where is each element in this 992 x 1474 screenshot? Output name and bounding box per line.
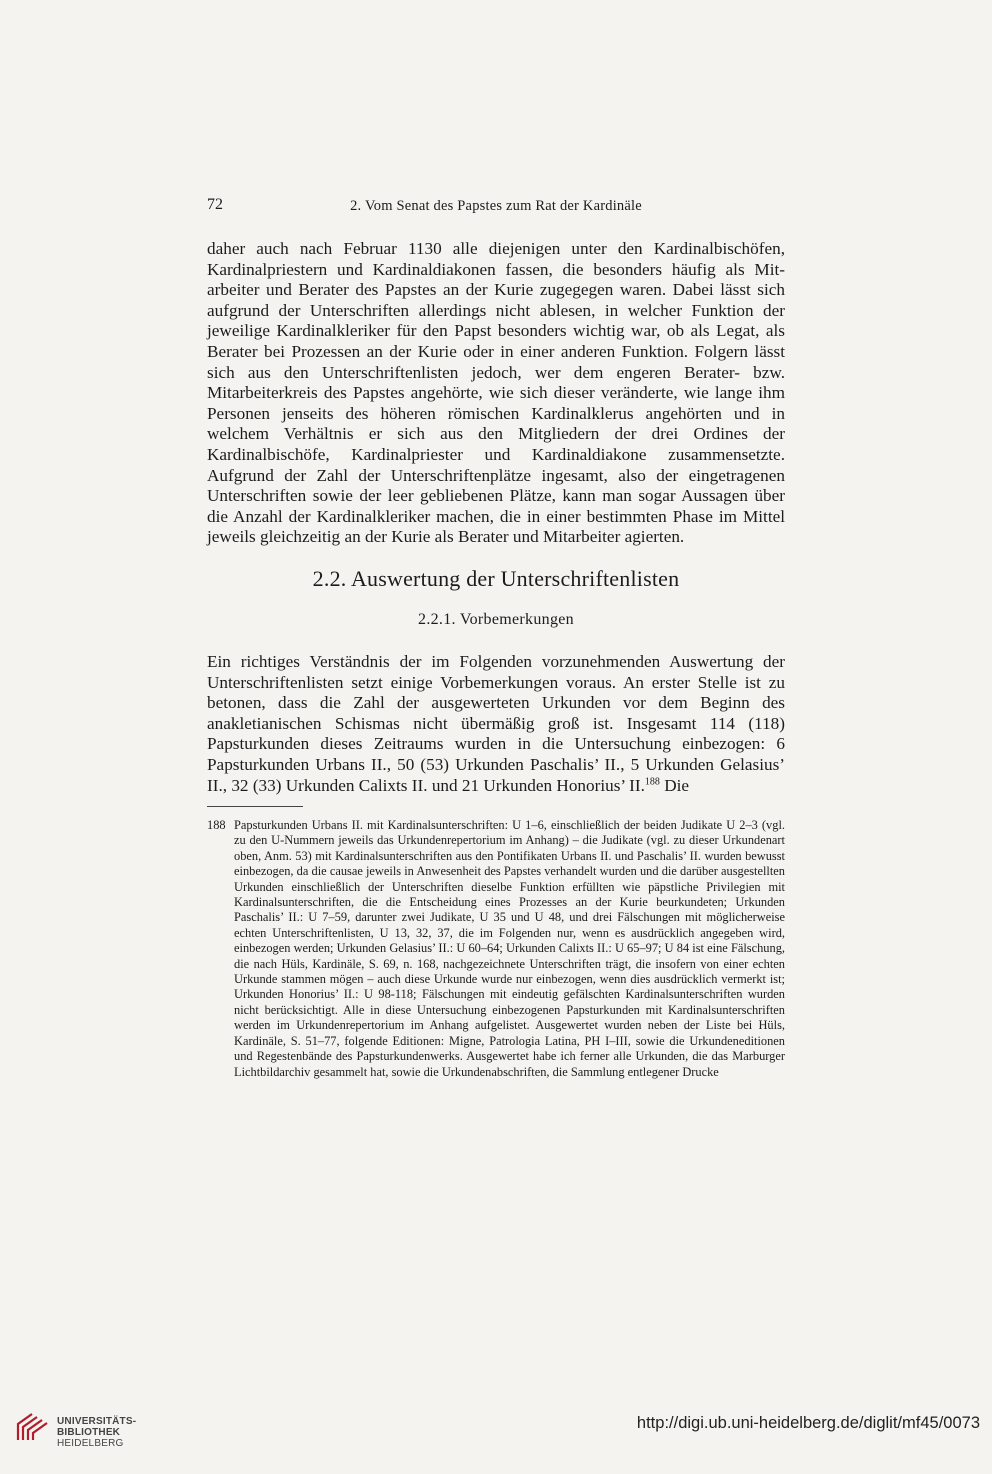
body-paragraph-2 [207, 652, 785, 796]
digitization-footer [0, 1402, 992, 1449]
footnote-number: 188 [207, 818, 226, 832]
library-name [57, 1416, 136, 1449]
section-heading: 2.2. Auswertung der Unterschriftenlisten [312, 566, 680, 591]
footnote-reference[interactable]: 188 [644, 775, 660, 787]
body-paragraph-1: daher auch nach Februar 1130 alle diejenigen unter den Kardinalbischöfen, Kardinalpriestern und Kardinaldiakonen fassen, die besonders häufig als Mitarbeiter und Berater des Papstes an der Kurie zugegegen waren. Dabei lässt sich aufgrund der Unterschriften allerdings nicht ablesen, in welcher Funktion der jeweilige Kardinalkleriker für den Papst besonders wichtig war, ob als Legat, als Berater bei Prozessen an der Kurie oder in einer anderen Funktion. Folgern lässt sich aus den Unterschriftenlisten jedoch, wer dem engeren Berater- bzw. Mitarbeiterkreis des Papstes angehörte, wie sich dieser veränderte, wie lange ihm Personen jenseits des höheren römischen Kardinalklerus angehörten und in welchem Verhältnis er sich aus den Mitgliedern der drei Ordines der Kardinalbischöfe, Kardinalpriester und Kardinaldiakone zusammensetzte. Aufgrund der Zahl der Unterschriftenplätze ingesamt, also der eingetragenen Unterschriften sowie der leer gebliebenen Plätze, kann man sogar Aussagen über die Anzahl der Kardinalkleriker machen, die in einer bestimmten Phase im Mittel jeweils gleichzeitig an der Kurie als Berater und Mitarbeiter agierten. [207, 239, 785, 547]
library-name-line-1: UNIVERSITÄTS- [57, 1416, 137, 1427]
running-head [207, 196, 785, 218]
library-name-line-3: HEIDELBERG [57, 1438, 124, 1449]
source-url-link[interactable]: http://digi.ub.uni-heidelberg.de/diglit/mf45/0073 [636, 1414, 980, 1432]
paragraph-2-text: Ein richtiges Verständnis der im Folgenden vorzunehmenden Auswertung der Unterschriftenlisten setzt einige Vorbemerkungen voraus. An erster Stelle ist zu betonen, dass die Zahl der ausgewerteten Urkunden vor dem Beginn des anakletianischen Schismas nicht übermäßig groß ist. Insgesamt 114 (118) Papsturkunden dieses Zeitraums wurden in die Untersuchung einbezogen: 6 Papsturkunden Urbans II., 50 (53) Urkunden Paschalis’ II., 5 Urkunden Gelasius’ II., 32 (33) Urkunden Calixts II. und 21 Urkunden Honorius’ II. [207, 652, 785, 795]
footnote-text: Papsturkunden Urbans II. mit Kardinalsunterschriften: U 1–6, einschließlich der beiden Judikate U 2–3 (vgl. zu den U-Nummern jeweils das Urkundenrepertorium im Anhang) – die Judikate (vgl. zu dieser Urkundenart oben, Anm. 53) mit Kardinalsunterschriften aus den Pontifikaten Urbans II. und Paschalis’ II. wurden bewusst einbezogen, da die causae jeweils in Anwesenheit des Papstes verhandelt wurden und die darüber ausgestellten Urkunden einschließlich der Unterschriften dieselbe Funktion erfüllten wie päpstliche Privilegien mit Kardinalsunterschriften, die die Entscheidung eines Prozesses an der Kurie beurkundeten; Urkunden Paschalis’ II.: U 7–59, darunter zwei Judikate, U 35 und U 48, und drei Fälschungen mit möglicherweise echten Unterschriftenlisten, U 13, 32, 37, die im Folgenden nur, wenn es ausdrücklich angegeben wird, einbezogen werden; Urkunden Gelasius’ II.: U 60–64; Urkunden Calixts II.: U 65–97; U 84 ist eine Fälschung, die nach Hüls, Kardinäle, S. 69, n. 168, nachgezeichnete Unterschriften trägt, die insofern von einer echten Urkunde stammen mögen – auch diese Urkunde wurde nur einbezogen, wenn dies ausdrücklich vermerkt ist; Urkunden Honorius’ II.: U 98-118; Fälschungen mit eindeutig gefälschten Kardinalsunterschriften wurden nicht berücksichtigt. Alle in diese Untersuchung einbezogenen Papsturkunden mit Kardinalsunterschriften werden im Urkundenrepertorium im Anhang aufgelistet. Ausgewertet wurden neben der Liste bei Hüls, Kardinäle, S. 51–77, folgende Editionen: Migne, Patrologia Latina, PH I–III, sowie die Urkundeneditionen und Regestenbände des Papsturkundenwerks. Ausgewertet habe ich ferner alle Urkunden, die das Marburger Lichtbildarchiv gesammelt hat, sowie die Urkundenabschriften, die Sammlung entlegener Drucke [234, 818, 785, 1079]
running-title: 2. Vom Senat des Papstes zum Rat der Kardinäle [350, 198, 642, 214]
library-name-line-2: BIBLIOTHEK [57, 1427, 121, 1438]
library-logo-icon [10, 1410, 52, 1444]
paragraph-2-continuation: Die [659, 775, 690, 795]
footnote [207, 818, 785, 1080]
subsection-heading: 2.2.1. Vorbemerkungen [418, 611, 574, 628]
footnote-divider [207, 806, 303, 807]
page-number: 72 [207, 196, 223, 213]
